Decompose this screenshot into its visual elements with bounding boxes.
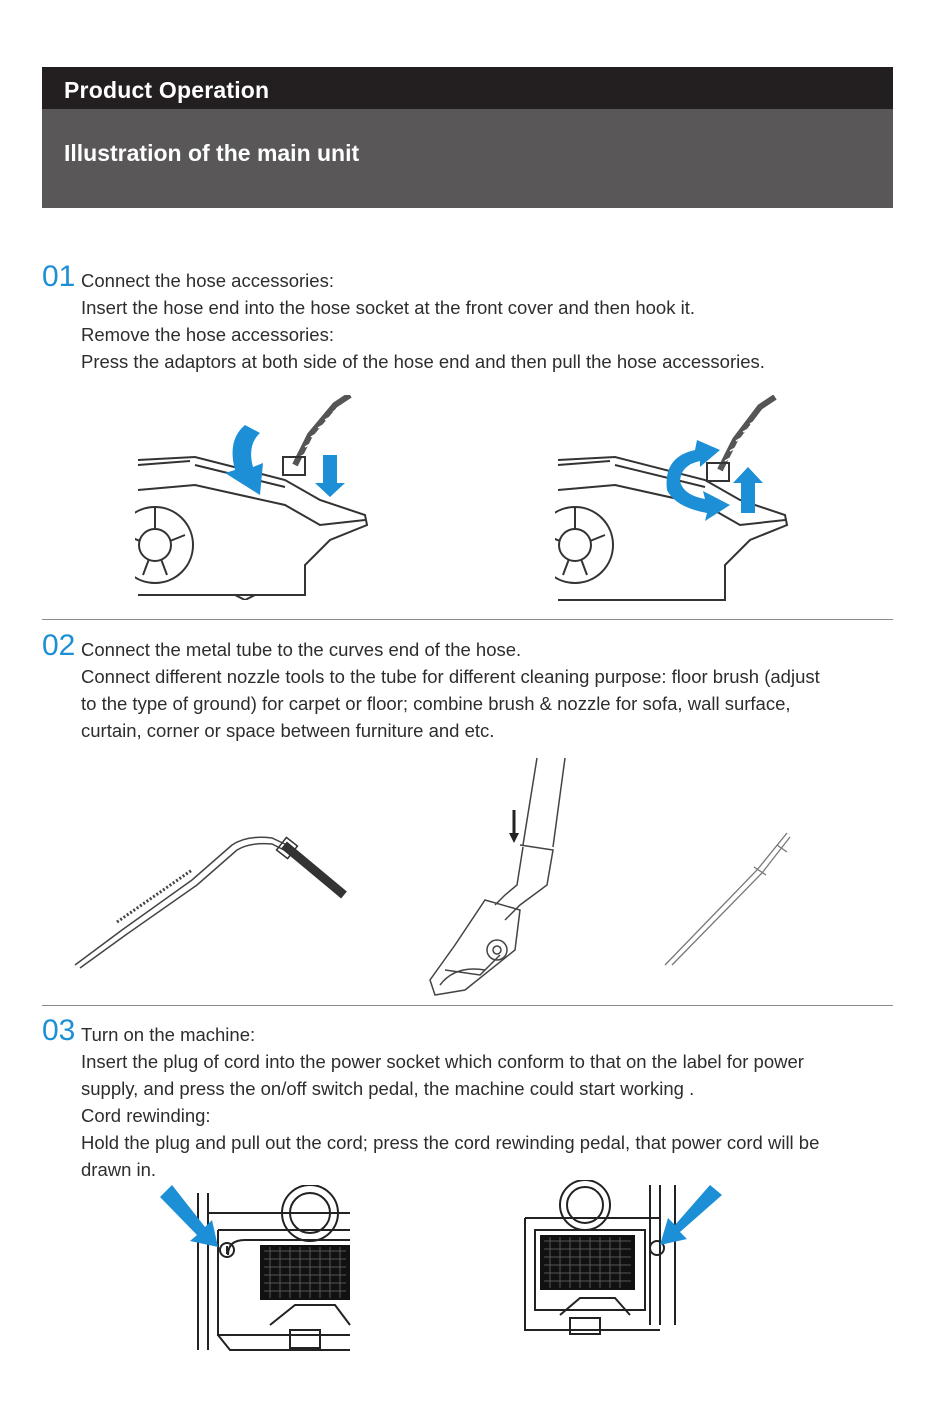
section-header-bar — [42, 67, 893, 109]
nozzle-tube-illustration — [662, 825, 797, 970]
floor-brush-illustration — [425, 755, 570, 1005]
step-02-line-4: curtain, corner or space between furniture and etc. — [81, 720, 495, 741]
step-number-01: 01 — [42, 260, 76, 293]
step-02-line-1: Connect the metal tube to the curves end of the hose. — [81, 639, 522, 660]
hose-remove-illustration — [555, 395, 800, 605]
step-01-line-4: Press the adaptors at both side of the hose end and then pull the hose accessories. — [81, 351, 765, 372]
step-03-line-3: supply, and press the on/off switch pedal, the machine could start working . — [81, 1078, 695, 1099]
step-number-03: 03 — [42, 1014, 76, 1047]
step-03-line-5: Hold the plug and pull out the cord; press the cord rewinding pedal, that power cord will be — [81, 1132, 820, 1153]
step-03-line-6: drawn in. — [81, 1159, 157, 1180]
step-01-line-3: Remove the hose accessories: — [81, 324, 334, 345]
step-divider-2 — [42, 1005, 893, 1006]
step-02-line-2: Connect different nozzle tools to the tube for different cleaning purpose: floor brush (adjust — [81, 666, 820, 687]
step-number-02: 02 — [42, 629, 76, 662]
subsection-title: Illustration of the main unit — [64, 140, 360, 166]
step-01-line-1: Connect the hose accessories: — [81, 270, 334, 291]
subsection-header-bar — [42, 109, 893, 208]
step-03-line-2: Insert the plug of cord into the power socket which conform to that on the label for power — [81, 1051, 804, 1072]
step-divider-1 — [42, 619, 893, 620]
section-title: Product Operation — [64, 77, 270, 103]
step-02-line-3: to the type of ground) for carpet or floor; combine brush & nozzle for sofa, wall surface, — [81, 693, 791, 714]
step-03-line-1: Turn on the machine: — [81, 1024, 256, 1045]
step-03-line-4: Cord rewinding: — [81, 1105, 211, 1126]
cord-rewind-illustration — [520, 1180, 725, 1340]
hose-connect-illustration — [135, 395, 375, 600]
power-switch-illustration — [160, 1185, 355, 1360]
step-01-line-2: Insert the hose end into the hose socket at the front cover and then hook it. — [81, 297, 695, 318]
hose-tube-illustration — [72, 830, 352, 970]
